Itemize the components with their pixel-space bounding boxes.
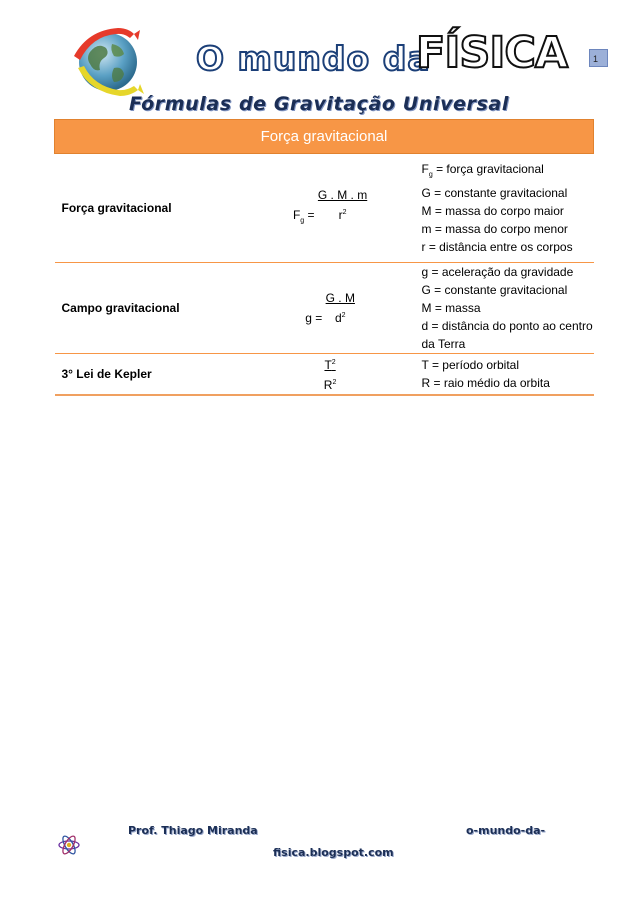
formula-name: Força gravitacional bbox=[55, 154, 241, 263]
globe-logo-icon bbox=[68, 22, 146, 100]
definitions-list bbox=[420, 154, 594, 263]
definition-item: M = massa do corpo maior bbox=[421, 204, 564, 219]
formula-name: Campo gravitacional bbox=[55, 263, 241, 354]
formula-table bbox=[54, 119, 594, 396]
formula-expression: $g = \frac{G . M}{d^2}$ bbox=[241, 263, 420, 354]
definitions-list bbox=[420, 263, 594, 354]
table-header: Força gravitacional bbox=[55, 120, 594, 154]
definition-item: $F_g$ = força gravitacional bbox=[421, 161, 544, 179]
footer-blog-link[interactable]: o-mundo-da- bbox=[466, 824, 546, 837]
definition-item: g = aceleração da gravidade bbox=[421, 265, 574, 279]
definition-item: r = distância entre os corpos bbox=[421, 240, 573, 255]
formula-expression: $\frac{T^2}{R^2}$ bbox=[241, 354, 420, 396]
footer-blog-link-continued[interactable]: fisica.blogspot.com bbox=[273, 846, 394, 859]
page-title: Fórmulas de Gravitação Universal bbox=[129, 93, 509, 115]
formula-expression: $F_g = \frac{G . M . m}{r^2}$ bbox=[241, 154, 420, 263]
footer-author: Prof. Thiago Miranda bbox=[128, 824, 258, 837]
page-number: 1 bbox=[589, 49, 608, 67]
logo-title-text: O mundo da bbox=[196, 39, 431, 78]
formula-name: 3° Lei de Kepler bbox=[55, 354, 241, 396]
definition-item: R = raio médio da orbita bbox=[421, 376, 550, 390]
definition-item: G = constante gravitacional bbox=[421, 283, 568, 297]
definition-item: d = distância do ponto ao centro da Terra bbox=[421, 319, 593, 351]
definition-item: G = constante gravitacional bbox=[421, 186, 568, 201]
definition-item: T = período orbital bbox=[421, 358, 520, 372]
table-row bbox=[55, 154, 594, 263]
table-row bbox=[55, 354, 594, 396]
logo-title-emphasis: FÍSICA bbox=[416, 28, 568, 78]
table-row bbox=[55, 263, 594, 354]
definition-item: m = massa do corpo menor bbox=[421, 222, 568, 237]
definition-item: M = massa bbox=[421, 301, 481, 315]
atom-icon bbox=[58, 832, 80, 858]
definitions-list bbox=[420, 354, 594, 396]
